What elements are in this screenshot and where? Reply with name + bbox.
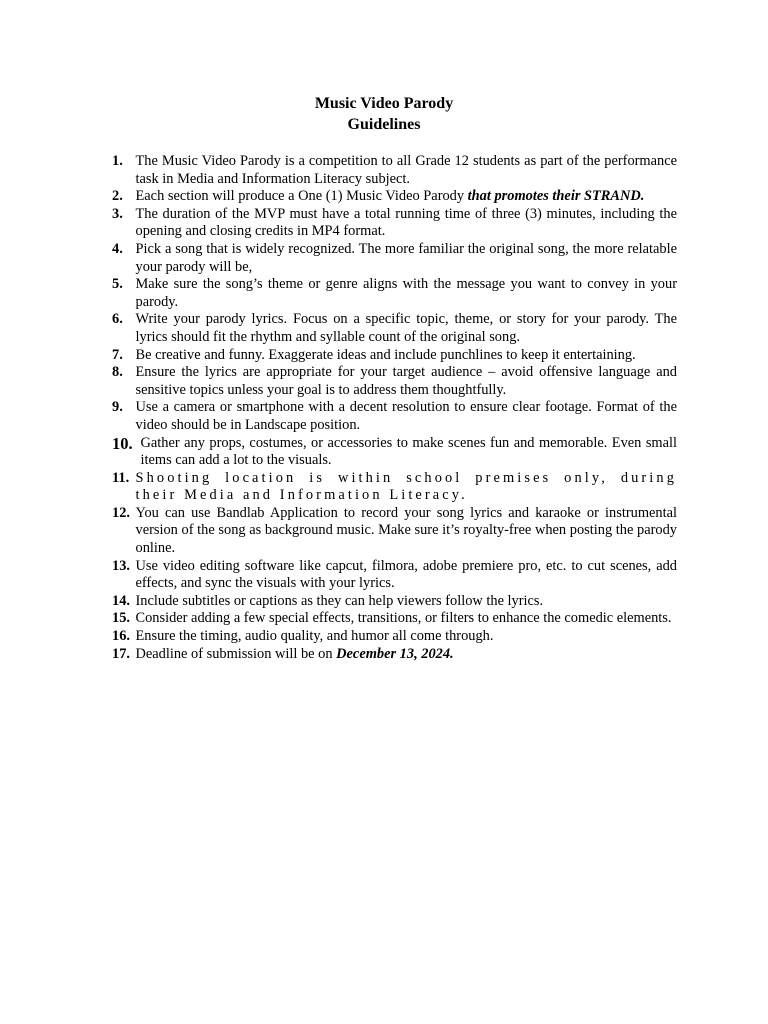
item-text-emphasis: December 13, 2024. bbox=[336, 645, 454, 662]
item-text: Ensure the timing, audio quality, and humor all come through. bbox=[135, 628, 494, 645]
item-number: 8. bbox=[112, 364, 123, 381]
item-text: The duration of the MVP must have a total running time of three (3) minutes, including the opening and closing credits in MP4 format. bbox=[135, 205, 677, 240]
item-number: 9. bbox=[112, 399, 123, 416]
item-number: 16. bbox=[112, 628, 130, 645]
item-text-plain: Each section will produce a One (1) Music Video Parody bbox=[135, 188, 468, 205]
item-text-emphasis: that promotes their STRAND. bbox=[467, 188, 645, 205]
item-text: Ensure the lyrics are appropriate for your target audience – avoid offensive language and sensitive topics unless your goal is to address them thoughtfully. bbox=[135, 364, 677, 398]
list-item bbox=[112, 364, 677, 399]
item-text: Make sure the song’s theme or genre aligns with the message you want to convey in your parody. bbox=[135, 276, 677, 310]
item-text: Consider adding a few special effects, transitions, or filters to enhance the comedic elements. bbox=[135, 610, 672, 627]
item-text: The Music Video Parody is a competition to all Grade 12 students as part of the performance task in Media and Information Literacy subject. bbox=[135, 153, 677, 187]
list-item bbox=[112, 241, 677, 276]
item-text: Gather any props, costumes, or accessories to make scenes fun and memorable. Even small items can add a lot to the visuals. bbox=[140, 434, 677, 469]
item-number: 11. bbox=[112, 469, 130, 486]
item-number: 5. bbox=[112, 276, 123, 293]
title-line-2: Guidelines bbox=[347, 116, 421, 133]
list-item bbox=[112, 558, 677, 593]
item-text: Use a camera or smartphone with a decent resolution to ensure clear footage. Format of the video should be in Landscape position. bbox=[135, 399, 677, 433]
item-text: Pick a song that is widely recognized. The more familiar the original song, the more relatable your parody will be, bbox=[135, 240, 677, 275]
list-item bbox=[112, 593, 677, 611]
list-item bbox=[112, 505, 677, 558]
item-number: 4. bbox=[112, 240, 123, 257]
item-text: You can use Bandlab Application to record your song lyrics and karaoke or instrumental version of the song as background music. Make sure it’s royalty-free when posting the parody online. bbox=[135, 504, 677, 557]
list-item bbox=[112, 470, 677, 505]
list-item bbox=[112, 399, 677, 434]
item-text bbox=[136, 646, 678, 664]
item-text bbox=[136, 188, 678, 206]
list-item bbox=[112, 628, 677, 646]
item-number: 6. bbox=[112, 311, 123, 328]
item-number: 2. bbox=[112, 188, 123, 205]
document-title bbox=[0, 93, 768, 135]
list-item bbox=[112, 435, 677, 470]
item-text: Include subtitles or captions as they can help viewers follow the lyrics. bbox=[135, 592, 544, 609]
item-text: Be creative and funny. Exaggerate ideas and include punchlines to keep it entertaining. bbox=[135, 346, 636, 363]
item-text: Use video editing software like capcut, filmora, adobe premiere pro, etc. to cut scenes, add effects, and sync the visuals with your lyrics. bbox=[135, 557, 677, 592]
item-number: 1. bbox=[112, 153, 123, 169]
list-item bbox=[112, 206, 677, 241]
item-number: 12. bbox=[112, 504, 130, 521]
item-text: Write your parody lyrics. Focus on a specific topic, theme, or story for your parody. The lyrics should fit the rhythm and syllable count of the original song. bbox=[135, 311, 677, 345]
title-line-1: Music Video Parody bbox=[314, 95, 454, 112]
item-number: 13. bbox=[112, 557, 130, 574]
item-number: 7. bbox=[112, 346, 123, 363]
item-number: 10. bbox=[112, 433, 133, 453]
item-number: 14. bbox=[112, 592, 130, 609]
item-number: 17. bbox=[112, 645, 130, 662]
list-item bbox=[112, 153, 677, 188]
guidelines-list bbox=[112, 153, 677, 663]
item-number: 15. bbox=[112, 610, 130, 627]
list-item bbox=[112, 646, 677, 664]
list-item bbox=[112, 276, 677, 311]
item-number: 3. bbox=[112, 205, 123, 222]
item-text-plain: Deadline of submission will be on bbox=[135, 645, 337, 662]
list-item bbox=[112, 347, 677, 365]
item-text: Shooting location is within school premises only, during their Media and Information Literacy. bbox=[135, 469, 677, 504]
list-item bbox=[112, 610, 677, 628]
list-item bbox=[112, 188, 677, 206]
list-item bbox=[112, 311, 677, 346]
